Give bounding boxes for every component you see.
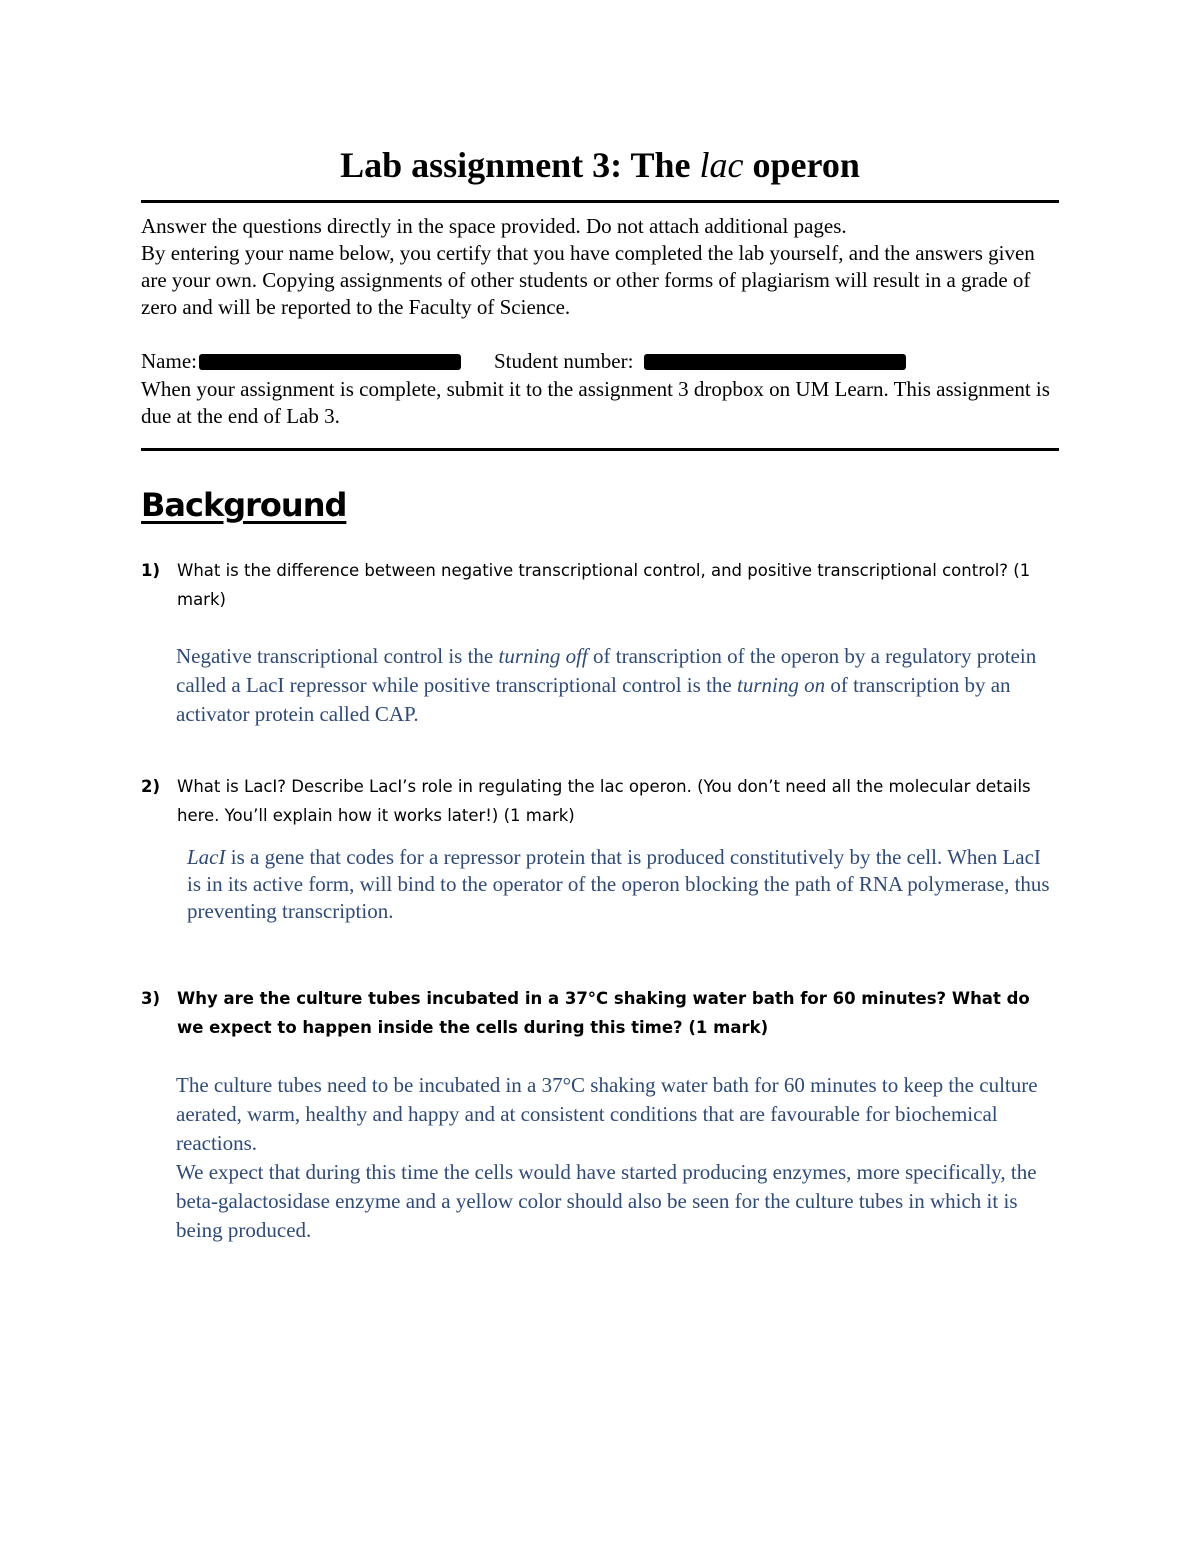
instructions-line-1: Answer the questions directly in the space provided. Do not attach additional pages. bbox=[141, 214, 847, 238]
title-prefix: Lab assignment 3: The bbox=[340, 145, 700, 185]
instructions-line-2: By entering your name below, you certify that you have completed the lab yourself, and the answers given are your own. Copying assignments of other students or other forms of plagiarism will result in a grade of zero and will be reported to the Faculty of Science. bbox=[141, 241, 1035, 319]
question-text: What is the difference between negative transcriptional control, and positive transcriptional control? (1 mark) bbox=[177, 561, 1031, 609]
question-text: Why are the culture tubes incubated in a 37°C shaking water bath for 60 minutes? What do we expect to happen inside the cells during this time? (1 mark) bbox=[177, 989, 1030, 1037]
name-label: Name: bbox=[141, 349, 197, 373]
answer-emphasis: turning on bbox=[736, 673, 826, 697]
answer-paragraph-2: We expect that during this time the cells would have started producing enzymes, more specifically, the beta-galactosidase enzyme and a yellow color should also be seen for the culture tubes in which it is being produced. bbox=[176, 1160, 1037, 1242]
page-title bbox=[141, 142, 1059, 188]
question-number: 3) bbox=[141, 989, 161, 1008]
submission-instructions bbox=[141, 376, 1059, 430]
identity-row bbox=[141, 348, 1059, 375]
top-divider bbox=[141, 200, 1059, 203]
name-redaction bbox=[199, 354, 461, 370]
question-1 bbox=[141, 556, 1059, 614]
question-number: 1) bbox=[141, 561, 161, 580]
answer-1 bbox=[176, 642, 1056, 729]
answer-3 bbox=[176, 1071, 1056, 1245]
answer-emphasis: turning off bbox=[498, 644, 588, 668]
answer-paragraph-1: The culture tubes need to be incubated in a 37°C shaking water bath for 60 minutes to keep the culture aerated, warm, healthy and happy and at consistent conditions that are favourable for biochemical reactions. bbox=[176, 1073, 1038, 1155]
question-text: What is LacI? Describe LacI’s role in regulating the lac operon. (You don’t need all the molecular details here. You’ll explain how it works later!) (1 mark) bbox=[177, 777, 1031, 825]
title-italic: lac bbox=[699, 145, 744, 185]
answer-text: Negative transcriptional control is the bbox=[176, 644, 499, 668]
answer-text: is a gene that codes for a repressor protein that is produced constitutively by the cell. When LacI is in its active form, will bind to the operator of the operon blocking the path of RNA polymerase, thus preventing transcription. bbox=[187, 845, 1050, 923]
answer-2 bbox=[187, 844, 1057, 925]
question-3 bbox=[141, 984, 1059, 1042]
bottom-divider bbox=[141, 448, 1059, 451]
question-number: 2) bbox=[141, 777, 161, 796]
submission-text: When your assignment is complete, submit it to the assignment 3 dropbox on UM Learn. This assignment is due at the end of Lab 3. bbox=[141, 377, 1050, 428]
question-2 bbox=[141, 772, 1059, 830]
answer-text: of transcription of the operon by a regulatory protein called a LacI repressor while positive transcriptional control is the bbox=[176, 644, 1037, 697]
answer-emphasis: LacI bbox=[187, 845, 226, 869]
answer-text: of transcription by an activator protein called CAP. bbox=[176, 673, 1011, 726]
student-number-redaction bbox=[644, 354, 906, 370]
title-suffix: operon bbox=[743, 145, 860, 185]
section-heading: Background bbox=[141, 486, 347, 524]
student-number-label: Student number: bbox=[494, 349, 634, 373]
instructions bbox=[141, 213, 1059, 321]
